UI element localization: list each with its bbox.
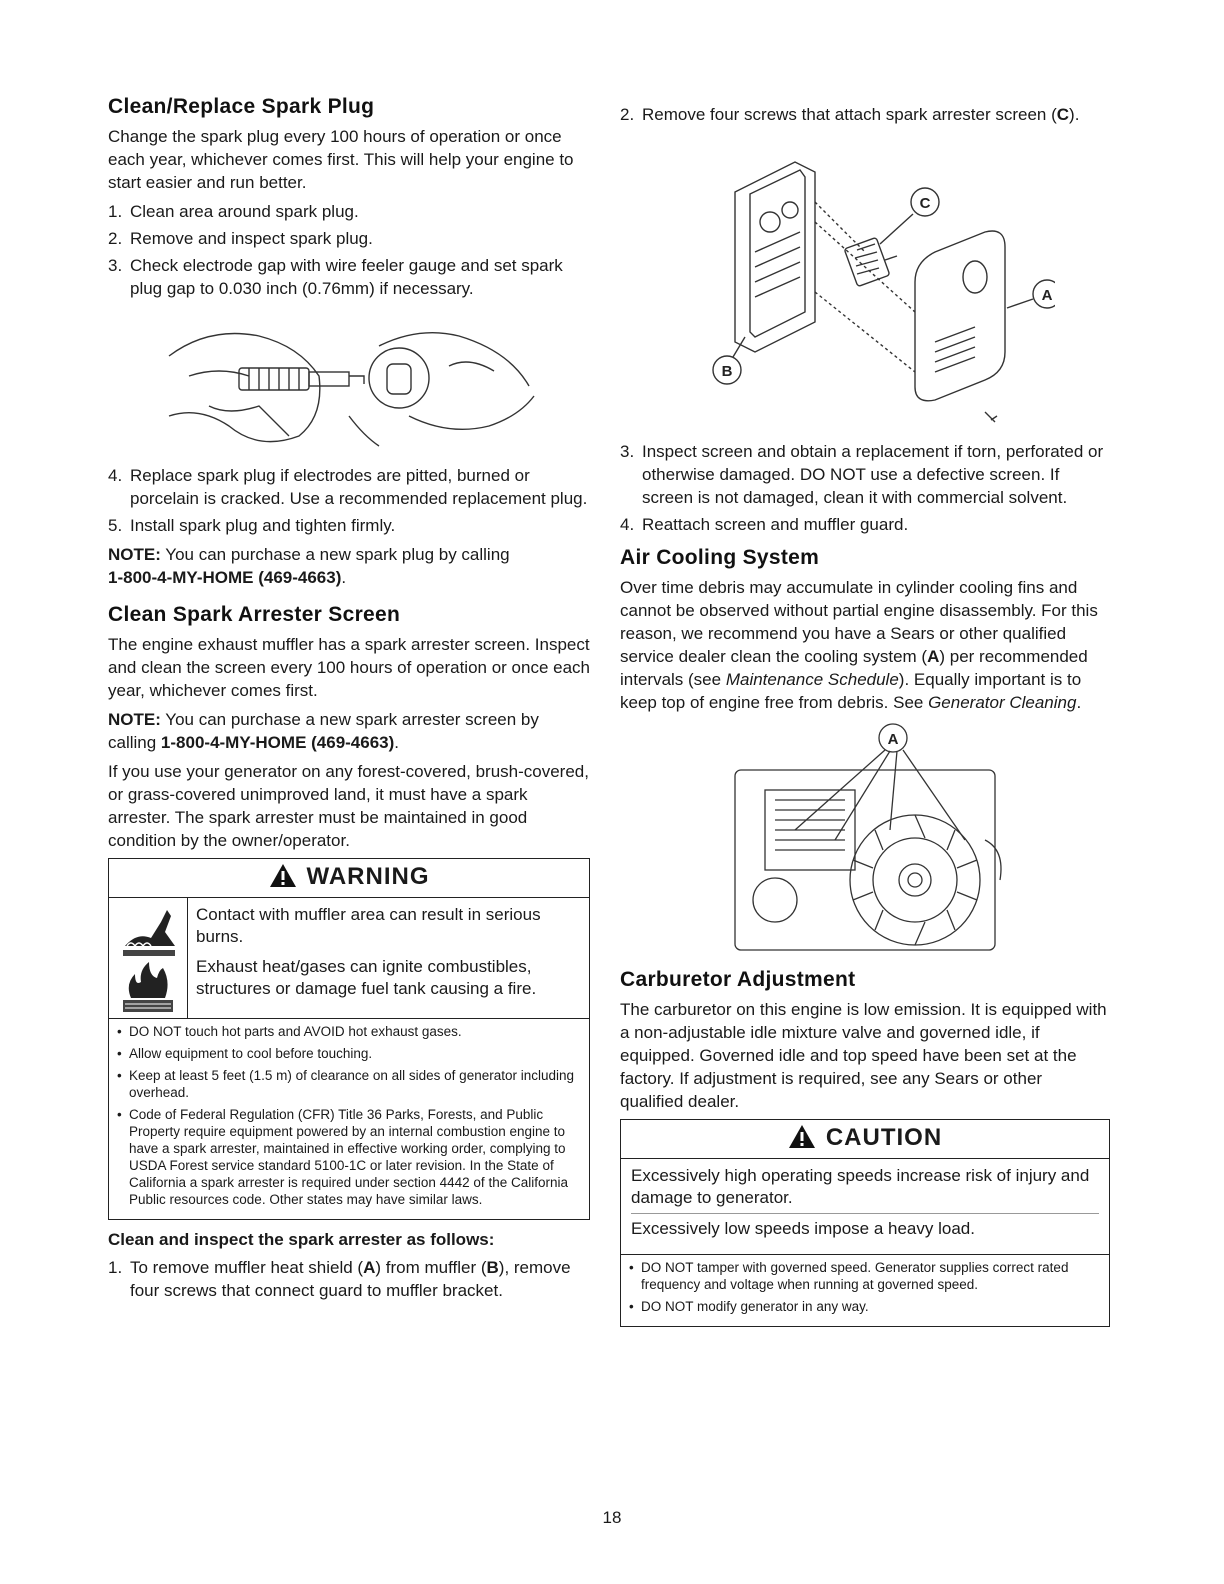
- callout-a: A: [1041, 287, 1053, 304]
- fire-hazard-icon: [117, 958, 179, 1014]
- caution-bullet: • DO NOT modify generator in any way.: [629, 1298, 1101, 1315]
- spark-plug-intro: Change the spark plug every 100 hours of operation or once each year, whichever comes first. This will help your engine to start easier and run better.: [108, 127, 574, 192]
- warning-box: [108, 858, 590, 1220]
- inspect-heading: Clean and inspect the spark arrester as follows:: [108, 1230, 495, 1249]
- warning-bullet: • Code of Federal Regulation (CFR) Title 36 Parks, Forests, and Public Property require equipment powered by an internal combustion engine to have a spark arrester, maintained in effective working order, complying to USDA Forest service standard 5100-1C or later revision. In the State of California a spark arrester is required under section 4442 of the California Public resources code. Other states may have similar laws.: [117, 1106, 581, 1208]
- carburetor-text: The carburetor on this engine is low emission. It is equipped with a non-adjustable idle mixture valve and governed idle, if equipped. Governed idle and top speed have been set at the factory. If adjustment is required, see any Sears or other qualified dealer.: [620, 1000, 1107, 1111]
- caution-messages-row: [621, 1159, 1109, 1255]
- warning-bullet: • Keep at least 5 feet (1.5 m) of clearance on all sides of generator including overhead.: [117, 1067, 581, 1101]
- warning-bullets: [109, 1019, 589, 1219]
- arrester-heading: Clean Spark Arrester Screen: [108, 603, 401, 626]
- arrester-note: NOTE: You can purchase a new spark arrester screen by calling 1-800-4-MY-HOME (469-4663).: [108, 710, 539, 752]
- hot-surface-burn-icon: [117, 902, 179, 958]
- callout-b: B: [721, 363, 733, 380]
- inspect-steps: [108, 1256, 590, 1302]
- step-3: 3. Check electrode gap with wire feeler gauge and set spark plug gap to 0.030 inch (0.76mm) if necessary.: [108, 256, 563, 298]
- inspect-step-1: 1. To remove muffler heat shield (A) from muffler (B), remove four screws that connect guard to muffler bracket.: [108, 1258, 571, 1300]
- warning-messages: [188, 898, 589, 1018]
- caution-box: [620, 1119, 1110, 1327]
- warning-header: WARNING: [109, 859, 589, 898]
- right-column: [620, 103, 1110, 1337]
- step-3-screen: 3. Inspect screen and obtain a replacement if torn, perforated or otherwise damaged. DO NOT use a defective screen. If screen is not damaged, clean it with commercial solvent.: [620, 442, 1104, 507]
- caution-triangle-icon: [788, 1124, 816, 1149]
- step-2: 2. Remove and inspect spark plug.: [108, 229, 373, 248]
- muffler-exploded-illustration: [675, 132, 1055, 432]
- step-1: 1. Clean area around spark plug.: [108, 202, 359, 221]
- caution-header: CAUTION: [621, 1120, 1109, 1159]
- spark-plug-steps-continued: [108, 464, 590, 537]
- caution-bullets: [621, 1255, 1109, 1326]
- callout-a-engine: A: [887, 731, 899, 748]
- warning-triangle-icon: [269, 863, 297, 888]
- left-column: [108, 95, 590, 1308]
- warning-burn-message: Contact with muffler area can result in serious burns.: [196, 905, 541, 946]
- spark-plug-steps: [108, 200, 590, 300]
- caution-low-speed-message: Excessively low speeds impose a heavy load.: [631, 1219, 975, 1238]
- caution-high-speed-message: Excessively high operating speeds increase risk of injury and damage to generator.: [631, 1165, 1099, 1214]
- page-number: 18: [602, 1508, 622, 1527]
- callout-c: C: [919, 195, 931, 212]
- step-4: 4. Replace spark plug if electrodes are pitted, burned or porcelain is cracked. Use a recommended replacement plug.: [108, 466, 588, 508]
- engine-cooling-illustration: [715, 720, 1015, 960]
- warning-bullet: • Allow equipment to cool before touching.: [117, 1045, 581, 1062]
- warning-fire-message: Exhaust heat/gases can ignite combustibles, structures or damage fuel tank causing a fire.: [196, 957, 537, 998]
- spark-plug-note: NOTE: You can purchase a new spark plug by calling 1-800-4-MY-HOME (469-4663).: [108, 545, 510, 587]
- arrester-intro: The engine exhaust muffler has a spark arrester screen. Inspect and clean the screen every 100 hours of operation or once each year, whichever comes first.: [108, 635, 590, 700]
- warning-icons: [109, 898, 188, 1018]
- air-cooling-heading: Air Cooling System: [620, 546, 820, 569]
- step-5: 5. Install spark plug and tighten firmly.: [108, 516, 396, 535]
- air-cooling-text: Over time debris may accumulate in cylinder cooling fins and cannot be observed without partial engine disassembly. For this reason, we recommend you have a Sears or other qualified service dealer clean the cooling system (A) per recommended intervals (see Maintenance Schedule). Equally important is to keep top of engine free from debris. See Generator Cleaning.: [620, 578, 1098, 712]
- arrester-requirement: If you use your generator on any forest-covered, brush-covered, or grass-covered unimproved land, it must have a spark arrester. The spark arrester must be maintained in good condition by the owner/operator.: [108, 762, 589, 850]
- arrester-steps-continued: [620, 103, 1110, 126]
- step-2-screen: 2. Remove four screws that attach spark arrester screen (C).: [620, 105, 1080, 124]
- carburetor-heading: Carburetor Adjustment: [620, 968, 856, 991]
- warning-bullet: • DO NOT touch hot parts and AVOID hot exhaust gases.: [117, 1023, 581, 1040]
- arrester-steps-final: [620, 440, 1110, 536]
- spark-plug-heading: Clean/Replace Spark Plug: [108, 95, 375, 118]
- spark-plug-gap-illustration: [149, 306, 549, 456]
- warning-messages-row: [109, 898, 589, 1019]
- caution-messages: [621, 1159, 1109, 1254]
- caution-bullet: • DO NOT tamper with governed speed. Generator supplies correct rated frequency and voltage when running at governed speed.: [629, 1259, 1101, 1293]
- step-4-screen: 4. Reattach screen and muffler guard.: [620, 515, 909, 534]
